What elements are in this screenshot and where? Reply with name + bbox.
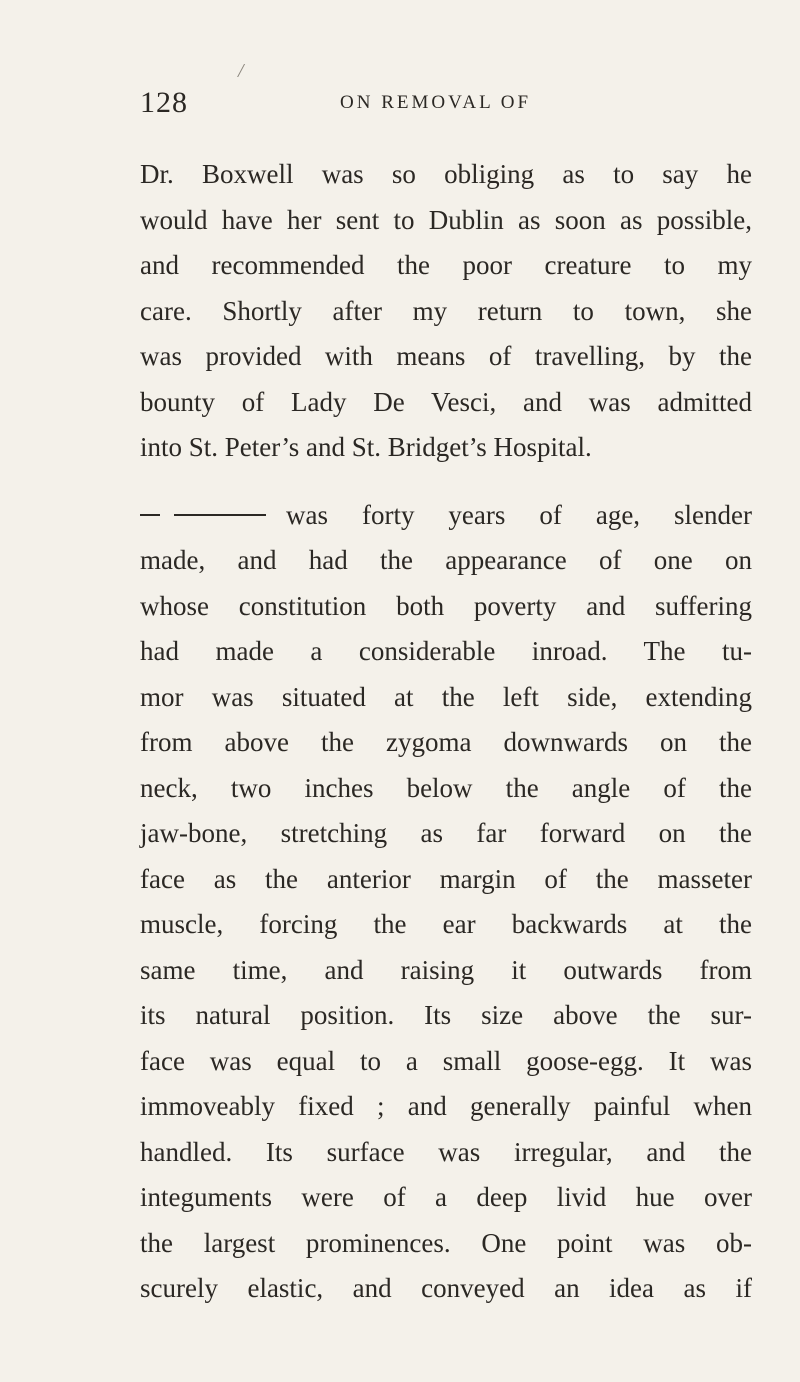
text-line: integuments were of a deep livid hue over <box>140 1182 752 1212</box>
text-line: Dr. Boxwell was so obliging as to say he <box>140 159 752 189</box>
redaction-dash <box>140 514 160 516</box>
text-line: jaw-bone, stretching as far forward on the <box>140 818 752 848</box>
stray-mark: / <box>238 60 244 82</box>
text-line: handled. Its surface was irregular, and the <box>140 1136 752 1167</box>
redacted-name-line <box>140 493 752 539</box>
text-line: its natural position. Its size above the sur- <box>140 1000 752 1030</box>
text-line: from above the zygoma downwards on the <box>140 727 752 757</box>
page-number: 128 <box>140 86 188 119</box>
text-line: was provided with means of travelling, by the <box>140 341 752 371</box>
text-line: the largest prominences. One point was ob- <box>140 1227 752 1258</box>
text-line: care. Shortly after my return to town, she <box>140 295 752 326</box>
text-line: would have her sent to Dublin as soon as possible, <box>140 204 752 235</box>
text-line: bounty of Lady De Vesci, and was admitted <box>140 386 752 417</box>
text-line: and recommended the poor creature to my <box>140 250 752 280</box>
text-line: immoveably fixed ; and generally painful when <box>140 1091 752 1121</box>
redaction-dash <box>174 514 266 516</box>
running-head: ON REMOVAL OF <box>340 92 532 113</box>
paragraph-gap <box>140 471 752 493</box>
text-line: mor was situated at the left side, extending <box>140 681 752 712</box>
text-line: neck, two inches below the angle of the <box>140 772 752 803</box>
text-line: had made a considerable inroad. The tu- <box>140 636 752 666</box>
body-text <box>140 152 752 1312</box>
text-line: same time, and raising it outwards from <box>140 954 752 985</box>
text-line: made, and had the appearance of one on <box>140 545 752 575</box>
text-line: face was equal to a small goose-egg. It was <box>140 1045 752 1076</box>
text-line: into St. Peter’s and St. Bridget’s Hospital. <box>140 432 592 462</box>
text-line: scurely elastic, and conveyed an idea as if <box>140 1273 752 1303</box>
text-line: muscle, forcing the ear backwards at the <box>140 909 752 939</box>
text-line: was forty years of age, slender <box>286 499 752 530</box>
text-line: face as the anterior margin of the masseter <box>140 863 752 894</box>
text-line: whose constitution both poverty and suffering <box>140 590 752 621</box>
page-header <box>140 86 700 126</box>
